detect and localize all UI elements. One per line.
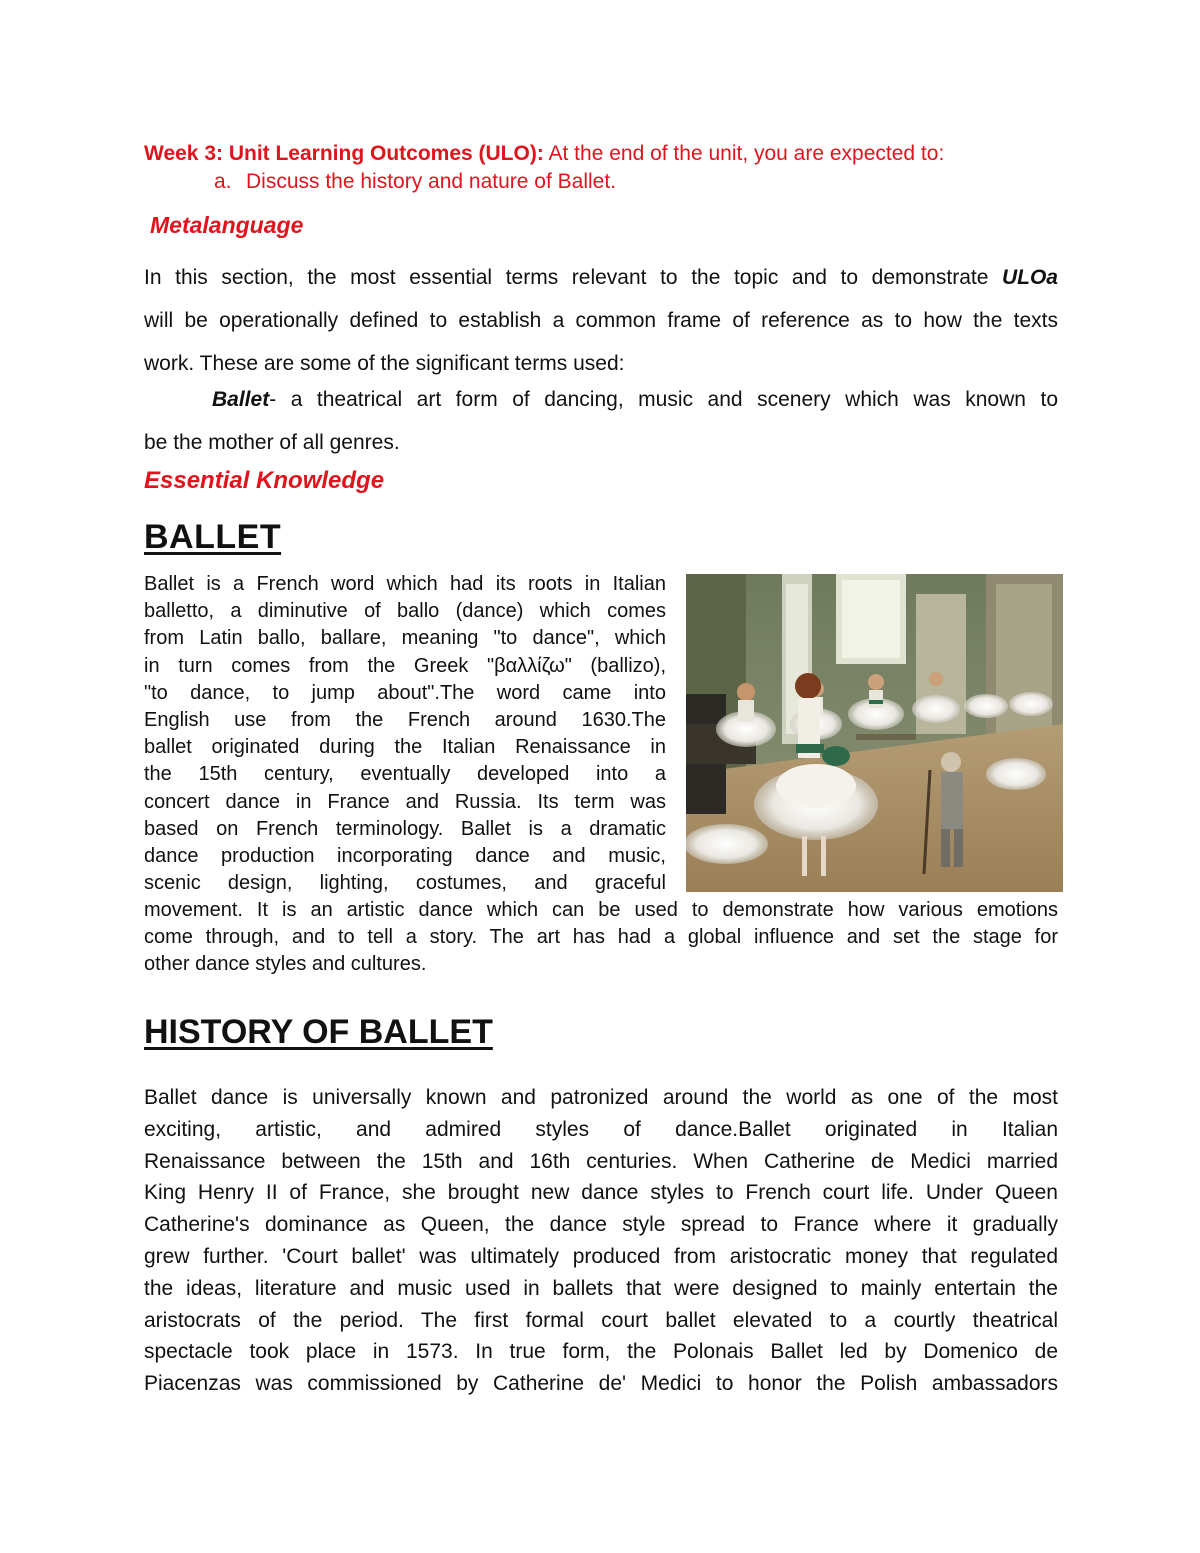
ballet-intro-line: from Latin ballo, ballare, meaning "to dance", which xyxy=(144,627,666,650)
definition-term: Ballet xyxy=(212,388,270,411)
ballet-intro-line: based on French terminology. Ballet is a dramatic xyxy=(144,817,666,840)
ballet-intro-line: other dance styles and cultures. xyxy=(144,953,427,976)
history-line: grew further. 'Court ballet' was ultimately produced from aristocratic money that regulated xyxy=(144,1244,1058,1268)
history-line: Piacenzas was commissioned by Catherine de' Medici to honor the Polish ambassadors xyxy=(144,1372,1058,1396)
history-line: the ideas, literature and music used in ballets that were designed to mainly entertain the xyxy=(144,1276,1058,1300)
definition-line-2: be the mother of all genres. xyxy=(144,431,400,454)
painting-illustration xyxy=(686,574,1063,892)
history-line: Catherine's dominance as Queen, the dance style spread to France where it gradually xyxy=(144,1213,1058,1237)
ballet-intro-line: English use from the French around 1630.The xyxy=(144,709,666,732)
ulo-label: Week 3: Unit Learning Outcomes (ULO): xyxy=(144,142,544,165)
ulo-item-a xyxy=(214,170,616,194)
metalanguage-line-2: will be operationally defined to establish a common frame of reference as to how the texts xyxy=(144,309,1058,332)
ballet-intro-line: Ballet is a French word which had its roots in Italian xyxy=(144,573,666,595)
history-paragraph xyxy=(144,1082,1058,1400)
ulo-statement xyxy=(144,142,944,166)
ulo-item-letter: a. xyxy=(214,170,232,193)
ballet-title: BALLET xyxy=(144,518,282,556)
history-title: HISTORY OF BALLET xyxy=(144,1013,493,1051)
history-line: Ballet dance is universally known and patronized around the world as one of the most xyxy=(144,1086,1058,1109)
ballet-intro-line: dance production incorporating dance and music, xyxy=(144,845,666,868)
ballet-intro-line: balletto, a diminutive of ballo (dance) which comes xyxy=(144,600,666,623)
ballet-intro-line: ballet originated during the Italian Renaissance in xyxy=(144,736,666,759)
ballet-intro-line: scenic design, lighting, costumes, and graceful xyxy=(144,872,666,895)
history-line: Renaissance between the 15th and 16th centuries. When Catherine de Medici married xyxy=(144,1149,1058,1173)
metalanguage-line-3: work. These are some of the significant terms used: xyxy=(144,352,625,375)
ballet-intro-line: concert dance in France and Russia. Its term was xyxy=(144,790,666,813)
metalanguage-heading: Metalanguage xyxy=(150,212,304,238)
ulo-text: At the end of the unit, you are expected to: xyxy=(543,142,945,165)
ballet-intro-full-width xyxy=(144,897,1058,979)
metalanguage-line-1-text: In this section, the most essential terms relevant to the topic and to demonstrate xyxy=(144,266,1002,289)
ulo-reference: ULOa xyxy=(1001,266,1058,289)
definition-text-1: - a theatrical art form of dancing, music and scenery which was known to xyxy=(269,388,1058,411)
ballet-class-painting xyxy=(686,574,1063,892)
history-line: exciting, artistic, and admired styles of dance.Ballet originated in Italian xyxy=(144,1117,1058,1141)
metalanguage-line-1 xyxy=(144,256,1058,299)
history-line: aristocrats of the period. The first formal court ballet elevated to a courtly theatrical xyxy=(144,1308,1058,1332)
definition-line-1 xyxy=(144,378,1058,421)
history-line: spectacle took place in 1573. In true form, the Polonais Ballet led by Domenico de xyxy=(144,1340,1058,1364)
ballet-intro-narrow-column xyxy=(144,571,666,897)
ballet-intro-line: "to dance, to jump about".The word came into xyxy=(144,681,666,704)
ulo-item-text: Discuss the history and nature of Ballet. xyxy=(246,170,617,193)
ballet-intro-line: in turn comes from the Greek "βαλλίζω" (ballizo), xyxy=(144,654,666,677)
ballet-intro-line: the 15th century, eventually developed into a xyxy=(144,763,666,786)
ballet-intro-line: movement. It is an artistic dance which can be used to demonstrate how various emotions xyxy=(144,899,1058,921)
history-line: King Henry II of France, she brought new dance styles to French court life. Under Queen xyxy=(144,1181,1058,1205)
essential-knowledge-heading: Essential Knowledge xyxy=(144,467,385,494)
ballet-intro-line: come through, and to tell a story. The art has had a global influence and set the stage for xyxy=(144,926,1058,949)
